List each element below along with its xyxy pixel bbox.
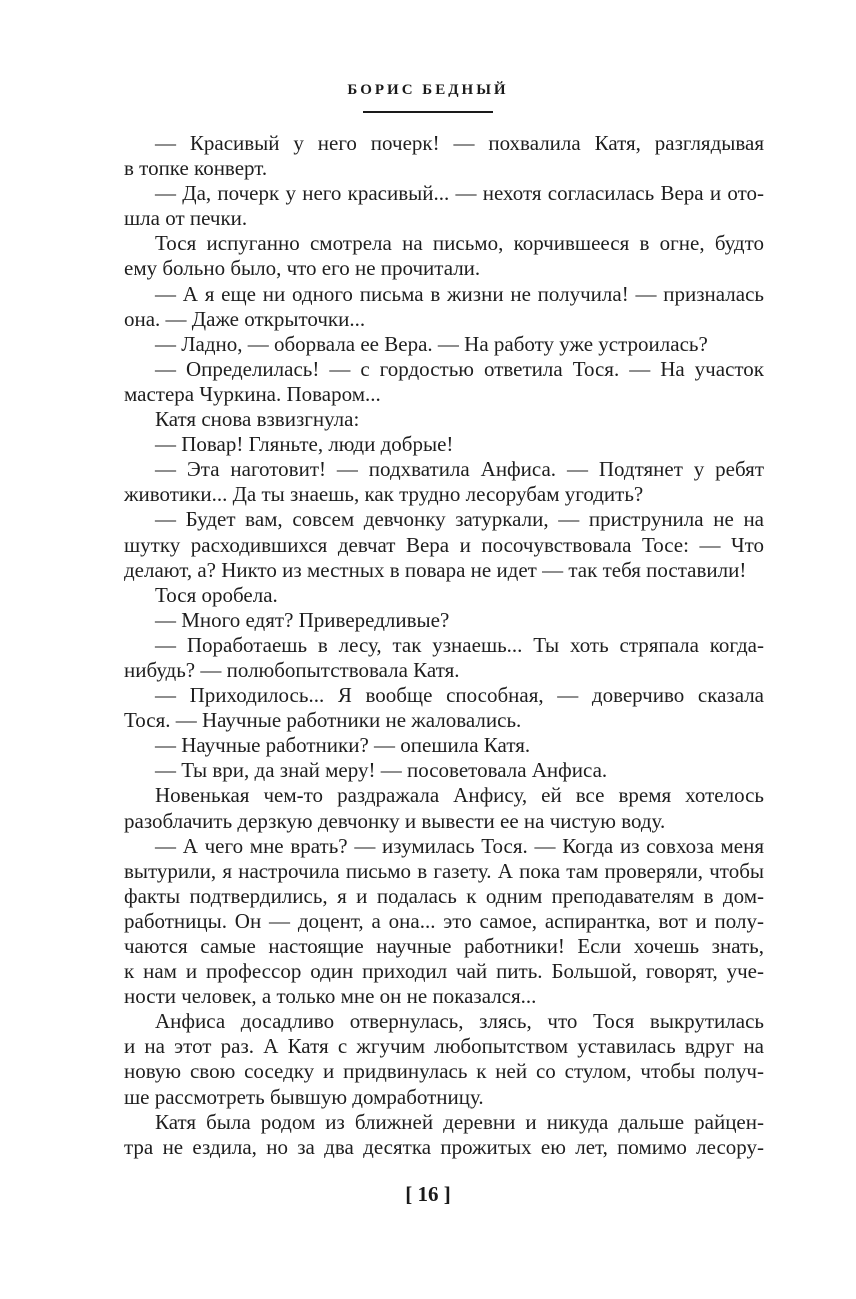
- text-line: — Научные работники? — опешила Катя.: [155, 733, 531, 758]
- text-line: — Красивый у него почерк! — похвалила Катя, разглядывая: [155, 131, 764, 155]
- text-line: — Много едят? Привередливые?: [155, 607, 450, 632]
- text-line: — Ты ври, да знай меру! — посоветовала Анфиса.: [155, 758, 608, 783]
- text-line: Тося оробела.: [155, 582, 278, 607]
- text-line: — Приходилось... Я вообще способная, — доверчиво сказала: [155, 683, 764, 708]
- text-line: — Поработаешь в лесу, так узнаешь... Ты хоть стряпала когда-: [155, 632, 764, 657]
- text-line: работницы. Он — доцент, а она... это самое, аспирантка, вот и полу-: [124, 908, 764, 933]
- text-line: делают, а? Никто из местных в повара не идет — так тебя поставили!: [124, 557, 747, 582]
- text-line: ности человек, а только мне он не показался...: [124, 984, 537, 1009]
- text-line: — А чего мне врать? — изумилась Тося. — Когда из совхоза меня: [155, 833, 764, 858]
- text-line: в топке конверт.: [124, 156, 268, 181]
- text-line: новую свою соседку и придвинулась к ней со стулом, чтобы получ-: [124, 1059, 764, 1084]
- text-line: — Ладно, — оборвала ее Вера. — На работу уже устроилась?: [155, 331, 708, 356]
- text-line: — А я еще ни одного письма в жизни не получила! — призналась: [155, 281, 764, 306]
- text-line: и на этот раз. А Катя с жгучим любопытством уставилась вдруг на: [124, 1034, 764, 1059]
- text-line: шла от печки.: [124, 206, 248, 231]
- text-line: чаются самые настоящие научные работники! Если хочешь знать,: [124, 934, 764, 958]
- text-line: нибудь? — полюбопытствовала Катя.: [124, 657, 460, 682]
- text-line: — Да, почерк у него красивый... — нехотя согласилась Вера и ото-: [155, 181, 764, 206]
- text-line: Новенькая чем-то раздражала Анфису, ей все время хотелось: [155, 783, 764, 808]
- text-line: шутку расходившихся девчат Вера и посочувствовала Тосе: — Что: [124, 532, 764, 557]
- text-line: к нам и профессор один приходил чай пить. Большой, говорят, уче-: [124, 959, 764, 984]
- text-line: вытурили, я настрочила письмо в газету. А пока там проверяли, чтобы: [124, 858, 764, 883]
- text-line: Катя была родом из ближней деревни и никуда дальше райцен-: [155, 1109, 764, 1134]
- text-line: она. — Даже открыточки...: [124, 306, 366, 331]
- text-line: Катя снова взвизгнула:: [155, 407, 360, 432]
- text-line: Тося. — Научные работники не жаловались.: [124, 708, 522, 733]
- page-number: [ 16 ]: [405, 1182, 451, 1206]
- text-line: — Эта наготовит! — подхватила Анфиса. — Подтянет у ребят: [155, 457, 764, 482]
- text-line: ше рассмотреть бывшую домработницу.: [124, 1084, 484, 1109]
- text-line: тра не ездила, но за два десятка прожитых ею лет, помимо лесору-: [124, 1134, 764, 1159]
- text-line: факты подтвердились, я и подалась к одним преподавателям в дом-: [124, 883, 764, 908]
- text-line: Анфиса досадливо отвернулась, злясь, что Тося выкрутилась: [155, 1009, 764, 1034]
- text-line: животики... Да ты знаешь, как трудно лесорубам угодить?: [124, 482, 644, 507]
- running-title: БОРИС БЕДНЫЙ: [347, 82, 509, 98]
- text-line: Тося испуганно смотрела на письмо, корчившееся в огне, будто: [155, 231, 764, 256]
- text-line: — Определилась! — с гордостью ответила Тося. — На участок: [155, 356, 764, 381]
- body-text: [124, 131, 764, 1160]
- text-line: ему больно было, что его не прочитали.: [124, 256, 481, 281]
- text-line: мастера Чуркина. Поваром...: [124, 381, 381, 406]
- text-line: разоблачить дерзкую девчонку и вывести ее на чистую воду.: [124, 808, 666, 833]
- header-rule: [363, 111, 493, 113]
- text-line: — Повар! Гляньте, люди добрые!: [155, 432, 454, 457]
- text-line: — Будет вам, совсем девчонку затуркали, — приструнила не на: [155, 507, 764, 532]
